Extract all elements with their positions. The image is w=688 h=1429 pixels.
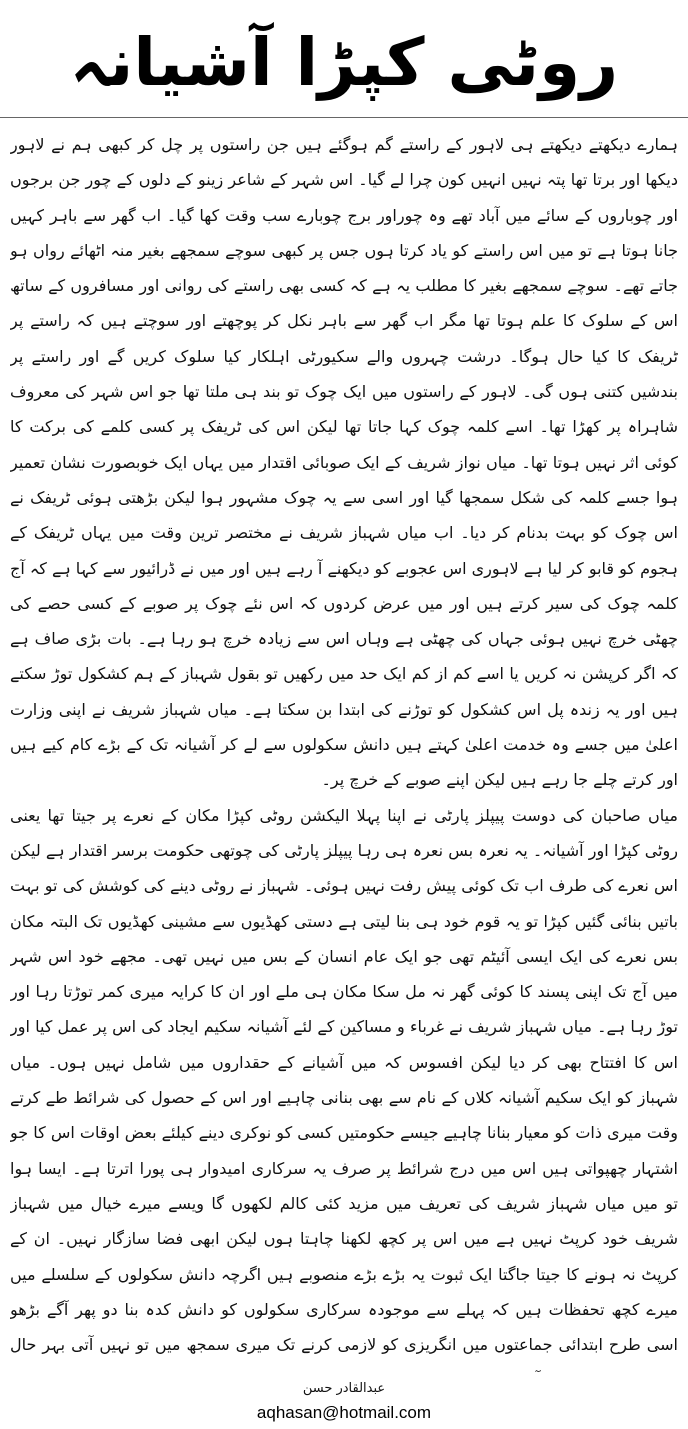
author-email: aqhasan@hotmail.com (256, 1403, 432, 1422)
article-body (10, 127, 678, 1372)
author-name: عبدالقادر حسن (302, 1381, 386, 1396)
column-title: روٹی کپڑا آشیانہ (69, 24, 619, 101)
article-paragraph-1: ہمارے دیکھتے دیکھتے ہی لاہور کے راستے گم ہوگئے ہیں جن راستوں پر چل کر کبھی ہم نے لاہور دیکھا اور برتا تھا پتہ نہیں انہیں کون چرا لے گیا۔ اس شہر کے شاعر زینو کے دلوں کے چور جن برجوں اور چوباروں کے سائے میں آباد تھے وہ چوراور برج چوبارے سب وقت کھا گیا۔ اب گھر سے باہر کہیں جانا ہوتا ہے تو میں اس راستے کو یاد کرتا ہوں جس پر کبھی سوچے سمجھے بغیر منہ اٹھائے رواں ہو جاتے تھے۔ سوچے سمجھے بغیر کا مطلب یہ ہے کہ کسی بھی راستے کی روانی اور مسافروں کے ساتھ اس کے سلوک کا علم ہوتا تھا مگر اب گھر سے باہر نکل کر پوچھتے اور سوچتے ہیں کہ راستے پر ٹریفک کا کیا حال ہوگا۔ درشت چہروں والے سکیورٹی اہلکار کیا سلوک کریں گے اور راستے پر بندشیں کتنی ہوں گی۔ لاہور کے راستوں میں ایک چوک تو بند ہی ملتا تھا جو اس شہر کی معروف شاہراہ پر کھڑا تھا۔ اسے کلمہ چوک کہا جاتا تھا لیکن اس کی ٹریفک پر کسی کلمے کی برکت کا کوئی اثر نہیں ہوتا تھا۔ میاں نواز شریف کے ایک صوبائی اقتدار میں یہاں ایک خوبصورت نشان تعمیر ہوا جسے کلمہ کی شکل سمجھا گیا اور اسی سے یہ چوک مشہور ہوا لیکن بڑھتی ہوئی ٹریفک نے اس چوک کو بہت بدنام کر دیا۔ اب میاں شہباز شریف نے مختصر ترین وقت میں یہاں ٹریفک کے ہجوم کو قابو کر لیا ہے لاہوری اس عجوبے کو دیکھنے آ رہے ہیں اور میں نے ڈرائیور سے کہا ہے کہ آج کلمہ چوک کی سیر کرتے ہیں اور میں عرض کردوں کہ اس نئے چوک پر صوبے کے کسی حصے کی چھٹی خرچ نہیں ہوئی جہاں کی چھٹی ہے وہاں اس سے زیادہ خرچ ہو رہا ہے۔ بات بڑی صاف ہے کہ اگر کرپشن نہ کریں یا اسے کم از کم ایک حد میں رکھیں تو بقول شہباز کے ہم کشکول توڑ سکتے ہیں اور یہ زندہ پل اس کشکول کو توڑنے کی ابتدا بن سکتا ہے۔ میاں شہباز شریف نے اپنی وزارت اعلیٰ میں جسے وہ خدمت اعلیٰ کہتے ہیں دانش سکولوں سے لے کر آشیانہ تک کے بڑے کام کیے ہیں اور کرتے چلے جا رہے ہیں لیکن اپنے صوبے کے خرچ پر۔ (10, 135, 678, 790)
article-paragraph-2: میاں صاحبان کی دوست پیپلز پارٹی نے اپنا پہلا الیکشن روٹی کپڑا مکان کے نعرے پر جیتا تھا یعنی روٹی کپڑا اور آشیانہ۔ یہ نعرہ بس نعرہ ہی رہا پیپلز پارٹی کی چوتھی حکومت برسر اقتدار ہے لیکن اس نعرے کی طرف اب تک کوئی پیش رفت نہیں ہوئی۔ شہباز نے روٹی دینے کی کوشش کی تو بہت باتیں بنائی گئیں کپڑا تو یہ قوم خود ہی بنا لیتی ہے دستی کھڈیوں سے مشینی کھڈیوں تک البتہ مکان بس نعرے کی ایک ایسی آئیٹم تھی جو ایک عام انسان کے بس میں نہیں تھی۔ مجھے خود اس شہر میں آج تک اپنی پسند کا کوئی گھر نہ مل سکا مکان ہی ملے اور ان کا کرایہ میری کمر توڑتا رہا اور توڑ رہا ہے۔ میاں شہباز شریف نے غرباء و مساکین کے لئے آشیانہ سکیم ایجاد کی اس پر عمل کیا اور اس کا افتتاح بھی کر دیا لیکن افسوس کہ میں آشیانے کے حقداروں میں شامل نہیں ہوں۔ میاں شہباز کو ایک سکیم آشیانہ کلاں کے نام سے بھی بنانی چاہیے اور اس کے حصول کی شرائط طے کرتے وقت میری ذات کو معیار بنانا چاہیے جیسے حکومتیں کسی کو نوکری دینے کیلئے بعض اوقات اس کا جو اشتہار چھپواتی ہیں اس میں درج شرائط پر صرف یہ سرکاری امیدوار ہی پورا اترتا ہے۔ ایسا ہوا تو میں میاں شہباز شریف کی تعریف میں مزید کئی کالم لکھوں گا ویسے میرے خیال میں شہباز شریف خود کرپٹ نہیں ہے میں اس پر کچھ لکھنا چاہتا ہوں لیکن ابھی فضا سازگار نہیں۔ ان کے کرپٹ نہ ہونے کا جیتا جاگتا ایک ثبوت یہ بڑے بڑے منصوبے ہیں اگرچہ دانش سکولوں کے سلسلے میں میرے کچھ تحفظات ہیں کہ پہلے سے موجودہ سرکاری سکولوں کو دانش کدہ بنا دو پھر آگے بڑھو اسی طرح ابتدائی جماعتوں میں انگریزی کو لازمی کرنے تک میری سمجھ میں تو نہیں آتی بہر حال (10, 805, 678, 1355)
title-divider (0, 117, 688, 118)
